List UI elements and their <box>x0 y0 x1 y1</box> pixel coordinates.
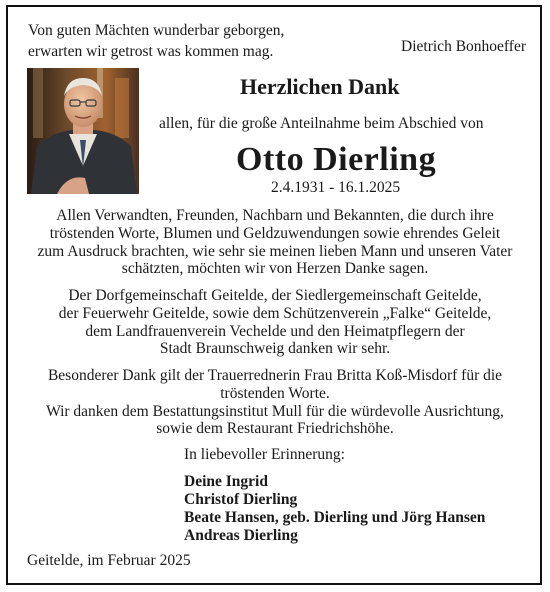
family-member: Beate Hansen, geb. Dierling und Jörg Hansen <box>184 509 486 526</box>
deceased-name: Otto Dierling <box>236 141 437 178</box>
paragraph-line: zum Ausdruck brachten, wie sehr sie meinen lieben Mann und unseren Vater <box>37 242 513 260</box>
family-member: Christof Dierling <box>184 491 298 508</box>
portrait-image <box>27 68 139 194</box>
paragraph-line: sowie dem Restaurant Friedrichshöhe. <box>156 420 394 438</box>
quote-line: Von guten Mächten wunderbar geborgen, <box>28 22 285 39</box>
quote-author: Dietrich Bonhoeffer <box>401 38 526 55</box>
thanks-paragraph-associations <box>14 287 536 358</box>
life-dates: 2.4.1931 - 16.1.2025 <box>271 179 401 196</box>
paragraph-line: Allen Verwandten, Freunden, Nachbarn und Bekannten, die durch ihre <box>56 207 494 224</box>
paragraph-line: Der Dorfgemeinschaft Geitelde, der Siedlergemeinschaft Geitelde, <box>68 287 482 304</box>
thanks-subheading: allen, für die große Anteilnahme beim Abschied von <box>159 115 484 132</box>
paragraph-line: Besonderer Dank gilt der Trauerrednerin Frau Britta Koß-Misdorf für die <box>47 367 503 384</box>
family-member: Deine Ingrid <box>184 473 268 490</box>
place-date: Geitelde, im Februar 2025 <box>27 552 191 569</box>
bonhoeffer-quote <box>28 20 284 62</box>
paragraph-line: dem Landfrauenverein Vechelde und den Heimatpflegern der <box>85 322 465 340</box>
thanks-paragraph-special <box>14 367 536 438</box>
quote-line: erwarten wir getrost was kommen mag. <box>28 43 274 60</box>
thanks-heading: Herzlichen Dank <box>240 74 400 99</box>
family-signatures <box>184 473 485 545</box>
paragraph-line: tröstenden Worte. <box>220 384 330 402</box>
family-member: Andreas Dierling <box>184 527 298 544</box>
paragraph-line: tröstenden Worte, Blumen und Geldzuwendungen sowie ehrendes Geleit <box>49 224 501 242</box>
paragraph-line: Stadt Braunschweig danken wir sehr. <box>159 340 391 358</box>
thanks-paragraph-relatives <box>14 207 536 278</box>
paragraph-line: der Feuerwehr Geitelde, sowie dem Schützenverein „Falke“ Geitelde, <box>58 304 492 322</box>
paragraph-line: schätzten, möchten wir von Herzen Danke sagen. <box>121 260 429 278</box>
remembrance-label: In liebevoller Erinnerung: <box>184 446 345 463</box>
paragraph-line: Wir danken dem Bestattungsinstitut Mull für die würdevolle Ausrichtung, <box>46 402 504 420</box>
portrait-photo <box>27 68 139 194</box>
